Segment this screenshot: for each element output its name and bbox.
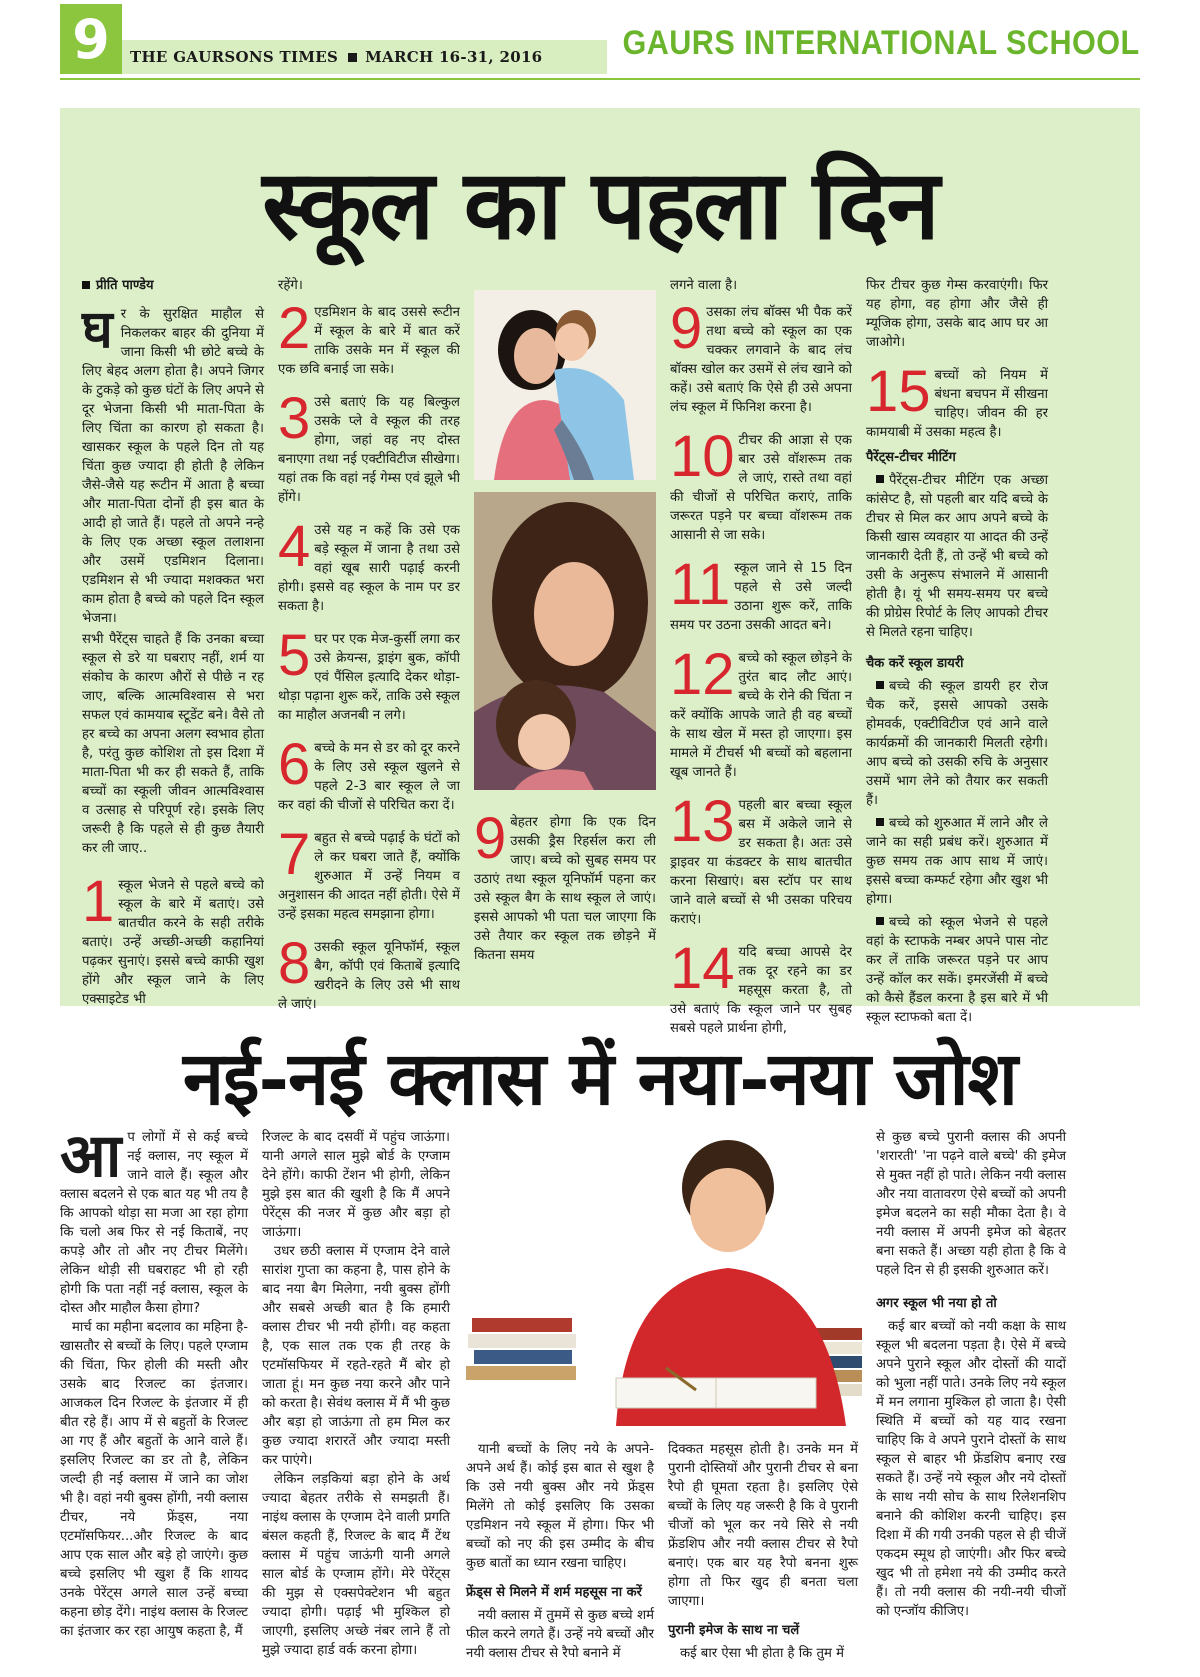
tip-text: उसे यह न कहें कि उसे एक बड़े स्कूल में जाना है तथा उसे वहां खूब सारी पढ़ाई करनी होगी। इससे वह स्कूल के नाम पर डर सकता है। [278,523,460,614]
tip-text: पहली बार बच्चा स्कूल बस में अकेले जाने से डर सकता है। अतः उसे ड्राइवर या कंडक्टर के साथ बातचीत करना सिखाएं। बस स्टॉप पर साथ जाने वाले बच्चों से भी उसका परिचय कराएं। [670,798,852,927]
subheading-diary: चैक करें स्कूल डायरी [866,656,964,671]
paragraph: यानी बच्चों के लिए नये के अपने-अपने अर्थ हैं। कोई इस बात से खुश है कि उसे नयी बुक्स और नये फ्रेंड्स मिलेंगे तो कोई इसलिए कि उसका एडमिशन नये स्कूल में होगा। फिर भी बच्चों को नए की इस उम्मीद के बीच कुछ बातों का ध्यान रखना चाहिए। [466,1442,654,1571]
tip-number: 3 [278,393,311,451]
tip-number: 7 [278,829,311,887]
paragraph-text: बच्चे की स्कूल डायरी हर रोज चैक करें, इससे आपको उसके होमवर्क, एक्टीविटीज एवं आने वाले कार्यक्रमों की जानकारी मिलती रहेगी। आप बच्चे को उसकी रुचि के अनुसार उसमें भाग लेने को तैयार कर सकती हैं। [866,679,1048,808]
byline-author: प्रीति पाण्डेय [96,278,154,293]
tip-text: घर पर एक मेज-कुर्सी लगा कर उसे क्रेयन्स, ड्राइंग बुक, कॉपी एवं पैंसिल इत्यादि देकर थोड़ा-थोड़ा पढ़ाना शुरू करें, ताकि उसे स्कूल का माहौल अजनबी न लगे। [278,632,460,723]
article1-col3 [474,813,656,979]
mother-daughter-illustration [474,492,656,790]
boy-studying-illustration [466,1128,864,1426]
continued-text: लगने वाला है। [670,278,738,293]
tip-text: एडमिशन के बाद उससे रूटीन में स्कूल के बारे में बात करें ताकि उसके मन में स्कूल की एक छवि बनाई जा सके। [278,305,460,377]
tip-number: 10 [670,431,735,489]
subheading: फ्रेंड्स से मिलने में शर्म महसूस ना करें [466,1585,642,1600]
paragraph-text: पैरेंट्स-टीचर मीटिंग एक अच्छा कांसेप्ट है, सो पहली बार यदि बच्चे के टीचर से मिल कर आप अपने बच्चे के किसी खास व्यवहार या आदत की उन्हें जानकारी देती हैं, तो उन्हें भी बच्चे को उसी के अनुरूप संभालने में आसानी होती है। यूं भी समय-समय पर बच्चे की प्रोग्रेस रिपोर्ट के लिए आपको टीचर से मिलते रहना चाहिए। [866,473,1048,640]
article2-col4 [668,1440,858,1663]
mother-child-photo [474,290,656,480]
tip-number: 12 [670,649,735,707]
tip-number: 15 [866,366,931,424]
paragraph: कई बार बच्चों को नयी कक्षा के साथ स्कूल भी बदलना पड़ता है। ऐसे में बच्चे अपने पुराने स्कूल और दोस्तों की यादों को भुला नहीं पाते। उनके लिए नये स्कूल में मन लगाना मुश्किल हो जाता है। ऐसी स्थिति में बच्चों को यह याद रखना चाहिए कि वे अपने पुराने दोस्तों के साथ स्कूल से बाहर भी फ्रेंडशिप बनाए रख सकते हैं। उन्हें नये स्कूल और नये दोस्तों के साथ नयी सोच के साथ रिलेशनशिप बनाने की कोशिश करनी चाहिए। इस दिशा में की गयी उनकी पहल से ही चीजें एकदम स्मूथ हो जाएंगी। और फिर बच्चे खुद भी तो हमेशा नये की उम्मीद करते हैं। तो नयी क्लास की नयी-नयी चीजों को एन्जॉय कीजिए। [876,1319,1066,1619]
article2-col2 [262,1128,450,1660]
tip-number: 6 [278,739,311,797]
byline [82,276,264,295]
paragraph [866,677,1048,810]
subheading-ptm: पैरेंट्स-टीचर मीटिंग [866,450,956,465]
tip-number: 13 [670,796,735,854]
tip-item [670,559,852,635]
article1-col5 [866,276,1048,1027]
paper-info [122,40,607,74]
intro-text: र के सुरक्षित माहौल से निकलकर बाहर की दुनिया में जाना किसी भी छोटे बच्चे के लिए बेहद अलग होता है। अपने जिगर के टुकड़े को कुछ घंटों के लिए अपने से दूर भेजना किसी भी माता-पिता के लिए चिंता का कारण हो सकता है। खासकर स्कूल के पहले दिन तो यह चिंता कुछ ज्यादा ही होती है लेकिन जैसे-जैसे यह रूटीन में आता है बच्चा और माता-पिता दोनों ही इस बात के आदी हो जाते हैं। पहले तो अपने नन्हे के लिए एक अच्छा स्कूल तलाशना और उसमें एडमिशन दिलाना। एडमिशन से भी ज्यादा मशक्कत भरा काम होता है बच्चे को पहले दिन स्कूल भेजना। [82,307,264,626]
page-number: 9 [60,4,122,74]
tip-list [278,303,460,1014]
tip-item [866,366,1048,442]
tip-item [670,649,852,782]
tip-number: 8 [278,938,311,996]
tip-text: उसका लंच बॉक्स भी पैक करें तथा बच्चे को स्कूल का एक चक्कर लगवाने के बाद लंच बॉक्स खोल कर उसमें से लंच खाने को कहें। उसे बताएं कि ऐसे ही उसे अपना लंच स्कूल में फिनिश करना है। [670,305,852,415]
tip-text: यदि बच्चा आपसे देर तक दूर रहने का डर महसूस करता है, तो उसे बताएं कि स्कूल जाने पर सुबह सबसे पहले प्रार्थना होगी, [670,945,852,1036]
article1-col4 [670,276,852,1052]
tip-number: 14 [670,943,735,1001]
tip-number: 1 [82,876,115,934]
tip-number: 4 [278,521,311,579]
masthead [60,4,1140,84]
tip-text: बच्चे के मन से डर को दूर करने के लिए उसे स्कूल खुलने से पहले 2-3 बार स्कूल ले जा कर वहां की चीजों से परिचित करा दें। [278,741,460,813]
article1-headline: स्कूल का पहला दिन [262,148,938,261]
paragraph-text: बच्चे को शुरुआत में लाने और ले जाने का सही प्रबंध करें। शुरुआत में कुछ समय तक आप साथ में जाएं। इससे बच्चा कम्फर्ट रहेगा और खुश भी होगा। [866,816,1048,907]
tip-text: स्कूल भेजने से पहले बच्चे को स्कूल के बारे में बताएं। उसे बातचीत करने के सही तरीके बताएं। उन्हें अच्छी-अच्छी कहानियां पढ़कर सुनाएं। इससे बच्चे काफी खुश होंगे और स्कूल जाने के लिए एक्साइटेड भी [82,878,264,1007]
article2-headline: नई-नई क्लास में नया-नया जोश [183,1036,1017,1122]
continued-text: रहेंगे। [278,278,303,293]
tip-list [670,303,852,1038]
tip-item [278,938,460,1014]
tip-text: स्कूल जाने से 15 दिन पहले से उसे जल्दी उठाना शुरू करें, ताकि समय पर उठना उसकी आदत बने। [670,561,852,633]
tip-item [670,943,852,1038]
article1-col2 [278,276,460,1028]
mother-daughter-photo [474,492,656,790]
square-bullet-icon [876,917,884,925]
square-bullet-icon [348,53,357,62]
tip-text: उसे बताएं कि यह बिल्कुल उसके प्ले वे स्कूल की तरह होगा, जहां वह नए दोस्त बनाएगा तथा नई एक्टीविटीज सीखेगा। यहां तक कि वहां नई गेम्स एवं झूले भी होंगे। [278,395,460,505]
tip-item [278,630,460,725]
paragraph: लेकिन लड़कियां बड़ा होने के अर्थ ज्यादा बेहतर तरीके से समझती हैं। नाइंथ क्लास के एग्जाम देने वाली प्रगति बंसल कहती हैं, रिजल्ट के बाद मैं टेंथ क्लास में पहुंच जाऊंगी यानी अगले साल बोर्ड के एग्जाम होंगे। मेरे पेरेंट्स की मुझ से एक्सपेक्टेशन भी बहुत ज्यादा होगी। पढ़ाई भी मुश्किल हो जाएगी, इसलिए अच्छे नंबर लाने हैं तो मुझे ज्यादा हार्ड वर्क करना होगा। [262,1472,450,1658]
tip-item [474,813,656,965]
dropcap: घ [82,299,113,360]
paragraph [866,814,1048,909]
paragraph: कई बार ऐसा भी होता है कि तुम में [680,1646,844,1661]
subheading: पुरानी इमेज के साथ ना चलें [668,1623,800,1638]
paper-name: THE GAURSONS TIMES [130,48,339,66]
tip-text: उसकी स्कूल यूनिफॉर्म, स्कूल बैग, कॉपी एवं किताबें इत्यादि खरीदने के लिए उसे भी साथ ले जाएं। [278,940,460,1012]
paragraph [866,471,1048,642]
paragraph: मार्च का महीना बदलाव का महिना है-खासतौर से बच्चों के लिए। पहले एग्जाम की चिंता, फिर होली की मस्ती और उसके बाद रिजल्ट का इंतजार। आजकल दिन रिजल्ट के इंतजार में ही बीत रहे हैं। आप में से बहुतों के रिजल्ट आ गए हैं और बहुतों के आने वाले हैं। इसलिए रिजल्ट का डर तो है, लेकिन जल्दी ही नई क्लास में जाने का जोश भी है। वहां नयी बुक्स होंगी, नयी क्लास टीचर, नये फ्रेंड्स, नया एटमॉसफियर...और रिजल्ट के बाद आप एक साल और बड़े हो जाएंगे। कुछ बच्चे इसलिए भी खुश हैं कि शायद उनके पेरेंट्स अगले साल उन्हें बच्चा कहना छोड़ देंगे। नाइंथ क्लास के रिजल्ट का इंतजार कर रहा आयुष कहता है, मैं [60,1320,248,1639]
intro-text: प लोगों में से कई बच्चे नई क्लास, नए स्कूल में जाने वाले हैं। स्कूल और क्लास बदलने से एक बात यह भी तय है कि आपको थोड़ा सा मजा आ रहा होगा कि चलो अब फिर से नई किताबें, नए कपड़े और तो और नए टीचर मिलेंगे। लेकिन थोड़ी सी घबराहट भी हो रही होगी कि पता नहीं नई क्लास, स्कूल के दोस्त और माहौल कैसा होगा? [60,1130,248,1316]
tip-number: 9 [670,303,703,361]
square-bullet-icon [876,818,884,826]
intro-paragraph [60,1121,248,1318]
article1-col1 [82,276,264,1023]
boy-studying-photo [466,1128,864,1426]
dropcap: आ [60,1121,122,1191]
masthead-rule [60,78,1140,80]
paragraph: रिजल्ट के बाद दसवीं में पहुंच जाऊंगा। यानी अगले साल मुझे बोर्ड के एग्जाम देने होंगे। काफी टेंशन भी होगी, लेकिन मुझे इस बात की खुशी है कि मैं अपने पेरेंट्स की नजर में कुछ और बड़ा हो जाऊंगा। [262,1130,450,1240]
tip-item [278,303,460,379]
tip-item [670,303,852,417]
tip-text: बच्चे को स्कूल छोड़ने के तुरंत बाद लौट आएं। बच्चे के रोने की चिंता न करें क्योंकि आपके जाते ही वह बच्चों के साथ खेल में मस्त हो जाएगा। इस मामले में टीचर्स भी बच्चों को बहलाना खूब जानते हैं। [670,651,852,780]
tip-item [670,796,852,929]
subheading: अगर स्कूल भी नया हो तो [876,1296,997,1311]
tip-item [670,431,852,545]
paragraph: दिक्कत महसूस होती है। उनके मन में पुरानी दोस्तियों और पुरानी टीचर से बना रैपो ही घूमता रहता है। इसलिए ऐसे बच्चों के लिए यह जरूरी है कि वे पुरानी चीजों को भूल कर नये सिरे से नयी फ्रेंडशिप और नयी क्लास टीचर से रैपो बनाएं। एक बार यह रैपो बनना शुरू होगा तो फिर खुद ही बनता चला जाएगा। [668,1442,858,1609]
school-name: GAURS INTERNATIONAL SCHOOL [622,24,1140,62]
paragraph: सभी पैरेंट्स चाहते हैं कि उनका बच्चा स्कूल से डरे या घबराए नहीं, शर्म या संकोच के कारण औरों से पीछे न रह जाए, बल्कि आत्मविश्वास से भरा सफल एवं कामयाब स्टूडेंट बने। वैसे तो हर बच्चे का अपना अलग स्वभाव होता है, परंतु कुछ कोशिश तो इस दिशा में माता-पिता भी कर ही सकते हैं, ताकि बच्चों का स्कूली जीवन आत्मविश्वास व उत्साह से परिपूर्ण रहे। इसके लिए जरूरी है कि पहले से ही कुछ तैयारी कर ली जाए.. [82,632,264,856]
square-bullet-icon [876,681,884,689]
article2-col1 [60,1121,248,1641]
paragraph [866,913,1048,1027]
paragraph: नयी क्लास में तुममें से कुछ बच्चे शर्म फील करने लगते हैं। उन्हें नये बच्चों और नयी क्लास टीचर से रैपो बनाने में [466,1608,654,1661]
mother-child-illustration [474,290,656,480]
intro-paragraph [82,299,264,628]
paragraph: उधर छठी क्लास में एग्जाम देने वाले सारांश गुप्ता का कहना है, पास होने के बाद नया बैग मिलेगा, नयी बुक्स होंगी और सबसे अच्छी बात है कि हमारी क्लास टीचर भी नयी होंगी। वह कहता है, एक साल तक एक ही तरह के एटमॉसफियर में रहते-रहते मैं बोर हो जाता हूं। मन कुछ नया करने और पाने को करता है। सेवंथ क्लास में मैं भी कुछ और बड़ा हो जाऊंगा तो हम मिल कर कुछ ज्यादा शरारतें और ज्यादा मस्ती कर पाएंगे। [262,1244,450,1468]
tip-text: बहुत से बच्चे पढ़ाई के घंटों को ले कर घबरा जाते हैं, क्योंकि शुरुआत में उन्हें नियम व अनुशासन की आदत नहीं होती। ऐसे में उन्हें इसका महत्व समझाना होगा। [278,831,460,922]
tip-number: 9 [474,813,507,871]
issue-date: MARCH 16-31, 2016 [365,48,543,66]
tip-text: टीचर की आज्ञा से एक बार उसे वॉशरूम तक ले जाएं, रास्ते तथा वहां की चीजों से परिचित कराएं, ताकि जरूरत पड़ने पर बच्चा वॉशरूम तक आसानी से जा सके। [670,433,852,543]
tip-text: बच्चों को नियम में बंधना बचपन में सीखना चाहिए। जीवन की हर कामयाबी में उसका महत्व है। [866,368,1048,440]
tip-item [278,739,460,815]
tip-item [278,393,460,507]
tip-number: 11 [670,559,731,617]
square-bullet-icon [876,475,884,483]
paragraph: से कुछ बच्चे पुरानी क्लास की अपनी 'शरारती' 'ना पढ़ने वाले बच्चे' की इमेज से मुक्त नहीं हो पाते। लेकिन नयी क्लास और नया वातावरण ऐसे बच्चों को अपनी इमेज बदलने का सही मौका देता है। वे नयी क्लास में अपनी इमेज को बेहतर बना सकते हैं। अच्छा यही होता है कि वे पहले दिन से ही इसकी शुरुआत करें। [876,1130,1066,1278]
article2-col5 [876,1128,1066,1621]
tip-item [82,876,264,1009]
tip-number: 5 [278,630,311,688]
article2-col3 [466,1440,654,1663]
tip-number: 2 [278,303,311,361]
article-first-day-box [60,108,1140,1036]
tip-item [278,829,460,924]
tip-text: बेहतर होगा कि एक दिन उसकी ड्रैस रिहर्सल करा ली जाए। बच्चे को सुबह समय पर उठाएं तथा स्कूल यूनिफॉर्म पहना कर उसे स्कूल बैग के साथ स्कूल ले जाएं। इससे आपको भी पता चल जाएगा कि उसे तैयार कर स्कूल तक छोड़ने में कितना समय [474,815,656,963]
tip-item [278,521,460,616]
square-bullet-icon [82,281,90,289]
continued-text: फिर टीचर कुछ गेम्स करवाएंगी। फिर यह होगा, वह होगा और जैसे ही म्यूजिक होगा, उसके बाद आप घर आ जाओगे। [866,278,1048,350]
paragraph-text: बच्चे को स्कूल भेजने से पहले वहां के स्टाफके नम्बर अपने पास नोट कर लें ताकि जरूरत पड़ने पर आप उन्हें कॉल कर सकें। इमरजेंसी में बच्चे को कैसे हैंडल करना है इस बारे में भी स्कूल स्टाफको बता दें। [866,915,1048,1025]
